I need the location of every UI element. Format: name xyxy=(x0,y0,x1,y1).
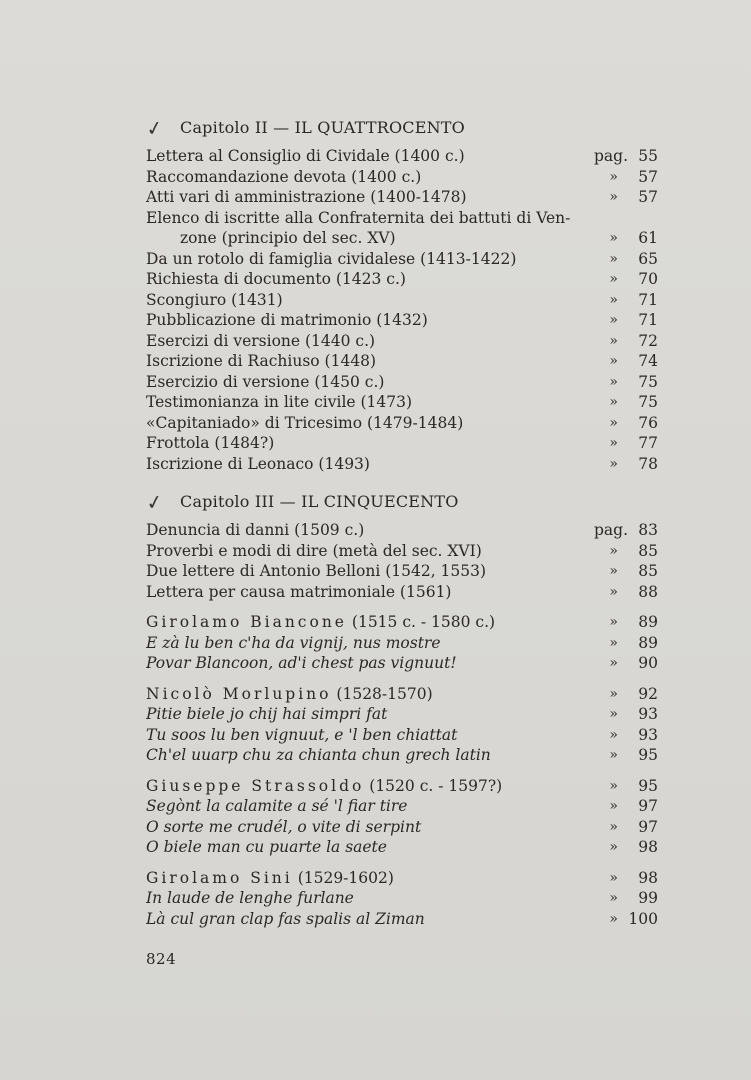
toc-group xyxy=(146,612,658,674)
page-ref: 57 xyxy=(638,167,658,186)
page-ref: 70 xyxy=(638,270,658,288)
section-title-text: Capitolo II — IL QUATTROCENTO xyxy=(180,117,465,137)
page-ref: 90 xyxy=(638,654,658,672)
author-name: Giuseppe Strassoldo xyxy=(146,776,365,795)
author-entry xyxy=(146,776,582,797)
toc-group xyxy=(146,684,658,766)
toc-entry xyxy=(146,372,658,393)
entry-title: Proverbi e modi di dire (metà del sec. XVI) xyxy=(146,541,482,560)
toc-group xyxy=(146,868,658,930)
page-ref: 74 xyxy=(638,352,658,370)
entry-title: Esercizi di versione (1440 c.) xyxy=(146,331,376,350)
ditto-mark: » xyxy=(609,685,618,702)
ditto-mark: » xyxy=(609,634,618,651)
page-ref: 71 xyxy=(638,311,658,329)
ditto-mark: » xyxy=(609,435,618,451)
toc-entry xyxy=(146,837,658,858)
entry-title: Pitie biele jo chij hai simpri fat xyxy=(146,705,388,723)
page-ref: 93 xyxy=(638,705,658,723)
toc-entry xyxy=(146,520,658,541)
ditto-mark: » xyxy=(609,890,618,906)
author-row xyxy=(146,776,658,797)
toc-section xyxy=(146,112,658,474)
entry-title: Da un rotolo di famiglia cividalese (1413-1422) xyxy=(146,249,517,268)
toc-section xyxy=(146,486,658,929)
toc-entry xyxy=(146,392,658,413)
toc-entry xyxy=(146,888,658,909)
ditto-mark: » xyxy=(609,818,618,835)
ditto-mark: » xyxy=(609,373,618,390)
ditto-mark: » xyxy=(609,563,618,579)
ditto-mark: » xyxy=(609,798,618,814)
ditto-mark: » xyxy=(609,312,618,328)
author-row xyxy=(146,684,658,705)
toc-entry xyxy=(146,228,658,249)
toc-entry xyxy=(146,208,658,229)
toc-entry xyxy=(146,454,658,475)
page-ref: 75 xyxy=(638,393,658,411)
ditto-mark: » xyxy=(609,271,618,287)
page-ref: 55 xyxy=(638,147,658,165)
page-ref: 98 xyxy=(638,838,658,856)
toc-entry xyxy=(146,725,658,746)
toc-entry xyxy=(146,310,658,331)
ditto-mark: » xyxy=(609,542,618,559)
toc-entry xyxy=(146,146,658,167)
toc-entry xyxy=(146,796,658,817)
author-dates: (1528-1570) xyxy=(331,684,433,703)
author-entry xyxy=(146,868,582,889)
ditto-mark: » xyxy=(609,777,618,794)
ditto-mark: » xyxy=(609,910,618,927)
entry-title: Segònt la calamite a sé 'l fiar tire xyxy=(146,797,408,815)
entry-title: Povar Blancoon, ad'i chest pas vignuut! xyxy=(146,654,457,672)
toc-entry xyxy=(146,745,658,766)
page-ref: 72 xyxy=(638,331,658,350)
page-ref: 76 xyxy=(638,413,658,432)
toc-entry xyxy=(146,351,658,372)
section-title-text: Capitolo III — IL CINQUECENTO xyxy=(180,491,459,511)
check-mark-icon: ✓ xyxy=(144,488,166,516)
entry-title: Iscrizione di Rachiuso (1448) xyxy=(146,352,377,370)
ditto-mark: » xyxy=(609,655,618,671)
page-ref: 61 xyxy=(638,229,658,247)
toc-entry xyxy=(146,582,658,603)
author-row xyxy=(146,868,658,889)
entry-title: Richiesta di documento (1423 c.) xyxy=(146,270,406,288)
author-entry xyxy=(146,612,582,633)
entry-title: Pubblicazione di matrimonio (1432) xyxy=(146,311,428,329)
toc-entry xyxy=(146,561,658,582)
entry-title: Iscrizione di Leonaco (1493) xyxy=(146,454,370,473)
entry-title: Tu soos lu ben vignuut, e 'l ben chiattat xyxy=(146,725,458,744)
page-ref: 57 xyxy=(638,188,658,206)
toc-entry xyxy=(146,433,658,454)
toc-entry xyxy=(146,187,658,208)
toc-entry xyxy=(146,167,658,188)
page-ref: 77 xyxy=(638,434,658,452)
page-ref: 100 xyxy=(628,909,658,928)
section-title xyxy=(146,112,658,142)
page-ref: 78 xyxy=(638,454,658,473)
page-ref: 71 xyxy=(638,290,658,309)
author-dates: (1529-1602) xyxy=(292,868,394,887)
ditto-mark: » xyxy=(609,583,618,600)
toc-group xyxy=(146,520,658,602)
page-ref: 83 xyxy=(638,521,658,539)
page-ref: 97 xyxy=(638,817,658,836)
entry-title: In laude de lenghe furlane xyxy=(146,889,354,907)
toc-entry xyxy=(146,704,658,725)
toc-group xyxy=(146,776,658,858)
author-dates: (1520 c. - 1597?) xyxy=(364,776,503,795)
toc-entry xyxy=(146,653,658,674)
toc-group xyxy=(146,146,658,474)
entry-title: Denuncia di danni (1509 c.) xyxy=(146,521,365,539)
ditto-mark: » xyxy=(609,394,618,410)
page-ref: 89 xyxy=(638,633,658,652)
ditto-mark: » xyxy=(609,839,618,855)
page-ref: 88 xyxy=(638,582,658,601)
entry-title: Atti vari di amministrazione (1400-1478) xyxy=(146,188,467,206)
toc-entry xyxy=(146,269,658,290)
toc-entry xyxy=(146,633,658,654)
ditto-mark: » xyxy=(609,706,618,722)
page-ref: 85 xyxy=(638,541,658,560)
page-ref: 93 xyxy=(638,725,658,744)
page-number: 824 xyxy=(146,950,177,968)
entry-title: O biele man cu puarte la saete xyxy=(146,838,387,856)
ditto-mark: » xyxy=(609,230,618,246)
entry-title: Testimonianza in lite civile (1473) xyxy=(146,393,413,411)
section-title xyxy=(146,486,658,516)
entry-title: Due lettere di Antonio Belloni (1542, 1553) xyxy=(146,562,487,580)
ditto-mark: » xyxy=(609,168,618,185)
page-ref: 75 xyxy=(638,372,658,391)
page-ref: 65 xyxy=(638,249,658,268)
ditto-mark: » xyxy=(609,614,618,630)
entry-title: Frottola (1484?) xyxy=(146,434,275,452)
entry-title: Ch'el uuarp chu za chianta chun grech latin xyxy=(146,746,491,764)
ditto-mark: » xyxy=(609,726,618,743)
toc-entry xyxy=(146,290,658,311)
ditto-mark: » xyxy=(609,869,618,886)
entry-title: Scongiuro (1431) xyxy=(146,290,283,309)
author-entry xyxy=(146,684,582,705)
entry-title: «Capitaniado» di Tricesimo (1479-1484) xyxy=(146,413,464,432)
author-row xyxy=(146,612,658,633)
ditto-mark: » xyxy=(609,747,618,763)
toc-entry xyxy=(146,817,658,838)
page-ref: 97 xyxy=(638,797,658,815)
entry-title: zone (principio del sec. XV) xyxy=(180,229,396,247)
toc-entry xyxy=(146,249,658,270)
author-name: Girolamo Sini xyxy=(146,868,293,887)
pag-label: pag. xyxy=(593,521,628,539)
entry-title: Raccomandazione devota (1400 c.) xyxy=(146,167,422,186)
page-ref: 95 xyxy=(638,776,658,795)
toc-entry xyxy=(146,909,658,930)
entry-title: O sorte me crudél, o vite di serpint xyxy=(146,817,422,836)
entry-title: Elenco di iscritte alla Confraternita dei battuti di Ven- xyxy=(146,208,571,227)
page-ref: 85 xyxy=(638,562,658,580)
page-ref: 89 xyxy=(638,613,658,631)
entry-title: E zà lu ben c'ha da vignij, nus mostre xyxy=(146,633,441,652)
ditto-mark: » xyxy=(609,332,618,349)
page-ref: 98 xyxy=(638,868,658,887)
ditto-mark: » xyxy=(609,353,618,369)
page-ref: 92 xyxy=(638,684,658,703)
page-ref: 99 xyxy=(638,889,658,907)
toc-entry xyxy=(146,331,658,352)
entry-title: Lettera per causa matrimoniale (1561) xyxy=(146,582,452,601)
ditto-mark: » xyxy=(609,414,618,431)
page-ref: 95 xyxy=(638,746,658,764)
ditto-mark: » xyxy=(609,250,618,267)
entry-title: Lettera al Consiglio di Cividale (1400 c.) xyxy=(146,147,465,165)
ditto-mark: » xyxy=(609,189,618,205)
ditto-mark: » xyxy=(609,455,618,472)
entry-title: Là cul gran clap fas spalis al Ziman xyxy=(146,909,425,928)
author-name: Girolamo Biancone xyxy=(146,613,347,631)
check-mark-icon: ✓ xyxy=(144,114,166,142)
toc-entry xyxy=(146,541,658,562)
author-name: Nicolò Morlupino xyxy=(146,684,332,703)
pag-label: pag. xyxy=(593,147,628,165)
toc-entry xyxy=(146,413,658,434)
author-dates: (1515 c. - 1580 c.) xyxy=(346,613,496,631)
entry-title: Esercizio di versione (1450 c.) xyxy=(146,372,385,391)
ditto-mark: » xyxy=(609,291,618,308)
table-of-contents xyxy=(146,112,658,941)
